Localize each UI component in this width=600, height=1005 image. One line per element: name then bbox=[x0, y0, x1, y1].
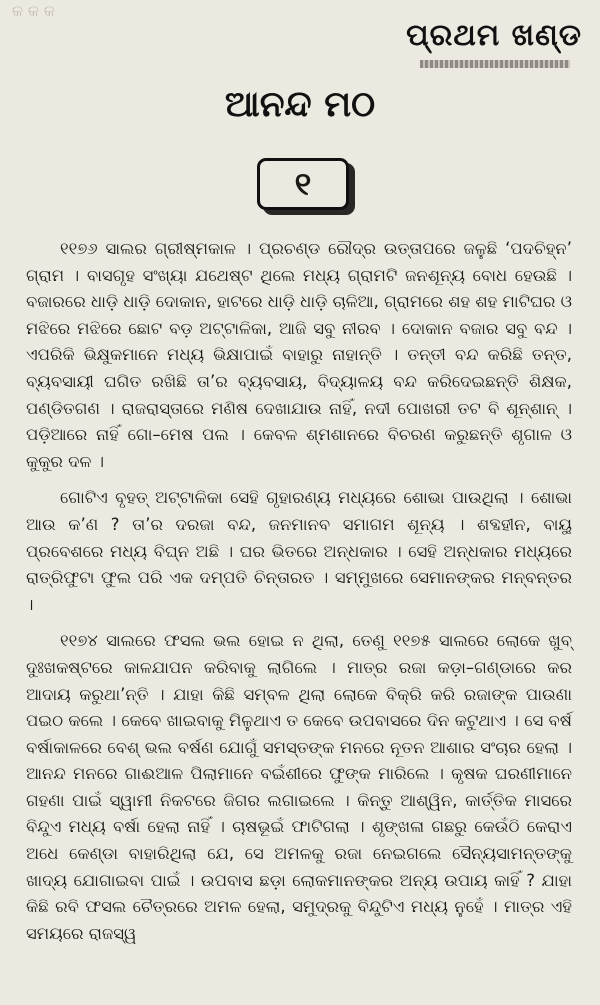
book-title: ଆନନ୍ଦ ମଠ bbox=[224, 84, 376, 125]
paragraph-3: ୧୧୭୪ ସାଲରେ ଫସଲ ଭଲ ହୋଇ ନ ଥିଲା, ତେଣୁ ୧୧୭୫ ସାଲରେ ଲୋକେ ଖୁବ୍ ଦୁଃଖକଷ୍ଟରେ କାଳଯାପନ କରିବାକୁ ଲାଗିଲେ । ମାତ୍ର ରଜା କଡ଼ା–ଗଣ୍ଡାରେ କର ଆଦାୟ କରୁଥା’ନ୍ତି । ଯାହା କିଛି ସମ୍ବଳ ଥିଲା ଲୋକେ ବିକ୍ରି କରି ରଜାଙ୍କ ପାଉଣା ପଇଠ କଲେ । କେବେ ଖାଇବାକୁ ମିଳୁଥାଏ ତ କେବେ ଉପବାସରେ ଦିନ କଟୁଥାଏ । ସେ ବର୍ଷ ବର୍ଷାକାଳରେ ବେଶ୍ ଭଲ ବର୍ଷଣ ଯୋଗୁଁ ସମସ୍ତଙ୍କ ମନରେ ନୂତନ ଆଶାର ସଂଚାର ହେଲା । ଆନନ୍ଦ ମନରେ ଗାଈଆଳ ପିଲାମାନେ ବଇଁଶୀରେ ଫୁଙ୍କ ମାରିଲେ । କୃଷକ ଘରଣୀମାନେ ଗହଣା ପାଇଁ ସ୍ୱାମୀ ନିକଟରେ ଜିଗର ଲଗାଇଲେ । କିନ୍ତୁ ଆଶ୍ୱିନ, କାର୍ତ୍ତିକ ମାସରେ ବିନ୍ଦୁଏ ମଧ୍ୟ ବର୍ଷା ହେଲା ନାହିଁ । ଚାଷଭୂଇଁ ଫାଟିଗଲା । ଶୃଙ୍ଖଳା ଗଛରୁ କେଉଁଠି କେରାଏ ଅଧେ କେଣ୍ଡା ବାହାରିଥିଲା ଯେ, ସେ ଅମଳକୁ ରଜା ନେଇଗଲେ ସୈନ୍ୟସାମନ୍ତଙ୍କୁ ଖାଦ୍ୟ ଯୋଗାଇବା ପାଇଁ । ଉପବାସ ଛଡ଼ା ଲୋକମାନଙ୍କର ଅନ୍ୟ ଉପାୟ କାହିଁ ? ଯାହା କିଛି ରବି ଫସଲ ଚୈତ୍ରରେ ଅମଳ ହେଲା, ସମୁଦ୍ରକୁ ବିନ୍ଦୁଟିଏ ମଧ୍ୟ ନୁହେଁ । ମାତ୍ର ଏହି ସମୟରେ ରାଜସ୍ୱ bbox=[26, 631, 572, 943]
paragraph-1: ୧୧୭୬ ସାଲର ଗ୍ରୀଷ୍ମକାଳ । ପ୍ରଚଣ୍ଡ ରୌଦ୍ର ଉତ୍ତାପରେ ଜଳୁଛି ‘ପଦଚିହ୍ନ’ ଗ୍ରାମ । ବାସଗୃହ ସଂଖ୍ୟା ଯଥେଷ୍ଟ ଥିଲେ ମଧ୍ୟ ଗ୍ରାମଟି ଜନଶୂନ୍ୟ ବୋଧ ହେଉଛି । ବଜାରରେ ଧାଡ଼ି ଧାଡ଼ି ଦୋକାନ, ହାଟରେ ଧାଡ଼ି ଧାଡ଼ି ଚାଳିଆ, ଗ୍ରାମରେ ଶହ ଶହ ମାଟିଘର ଓ ମଝିରେ ମଝିରେ ଛୋଟ ବଡ଼ ଅଟ୍ଟାଳିକା, ଆଜି ସବୁ ନୀରବ । ଦୋକାନ ବଜାର ସବୁ ବନ୍ଦ । ଏପରିକି ଭିକ୍ଷୁକମାନେ ମଧ୍ୟ ଭିକ୍ଷାପାଇଁ ବାହାରୁ ନାହାନ୍ତି । ତନ୍ତୀ ବନ୍ଦ କରିଛି ତନ୍ତ, ବ୍ୟବସାୟୀ ଘଗିତ ରଖିଛି ତା’ର ବ୍ୟବସାୟ, ବିଦ୍ୟାଳୟ ବନ୍ଦ କରିଦେଇଛନ୍ତି ଶିକ୍ଷକ, ପଣ୍ଡିତଗଣ । ରାଜରାସ୍ତାରେ ମଣିଷ ଦେଖାଯାଉ ନାହିଁ, ନଦୀ ପୋଖରୀ ତଟ ବି ଶୂନ୍‌ଶାନ୍ । ପଡ଼ିଆରେ ନାହିଁ ଗୋ–ମେଷ ପଲ । କେବଳ ଶ୍ମଶାନରେ ବିଚରଣ କରୁଛନ୍ତି ଶୃଗାଳ ଓ କୁକୁର ଦଳ । bbox=[26, 239, 572, 471]
chapter-number-box bbox=[257, 158, 349, 210]
paragraph-2: ଗୋଟିଏ ବୃହତ୍ ଅଟ୍ଟାଳିକା ସେହି ଗୃହାରଣ୍ୟ ମଧ୍ୟରେ ଶୋଭା ପାଉଥିଲା । ଶୋଭା ଆଉ କ’ଣ ? ତା’ର ଦରଜା ବନ୍ଦ, ଜନମାନବ ସମାଗମ ଶୂନ୍ୟ । ଶବ୍ଦହୀନ, ବାୟୁ ପ୍ରବେଶରେ ମଧ୍ୟ ବିଘ୍ନ ଅଛି । ଘର ଭିତରେ ଅନ୍ଧକାର । ସେହି ଅନ୍ଧକାର ମଧ୍ୟରେ ରାତ୍ରିଫୁଟା ଫୁଲ ପରି ଏକ ଦମ୍ପତି ଚିନ୍ତାରତ । ସମ୍ମୁଖରେ ସେମାନଙ୍କର ମନ୍ବନ୍ତର । bbox=[26, 488, 572, 614]
title-underline-ornament bbox=[420, 60, 570, 68]
section-title: ପ୍ରଥମ ଖଣ୍ଡ bbox=[406, 18, 582, 53]
chapter-number: ୧ bbox=[294, 164, 312, 203]
show-through-text: କ କ କ bbox=[12, 2, 55, 20]
body-text bbox=[26, 236, 572, 957]
